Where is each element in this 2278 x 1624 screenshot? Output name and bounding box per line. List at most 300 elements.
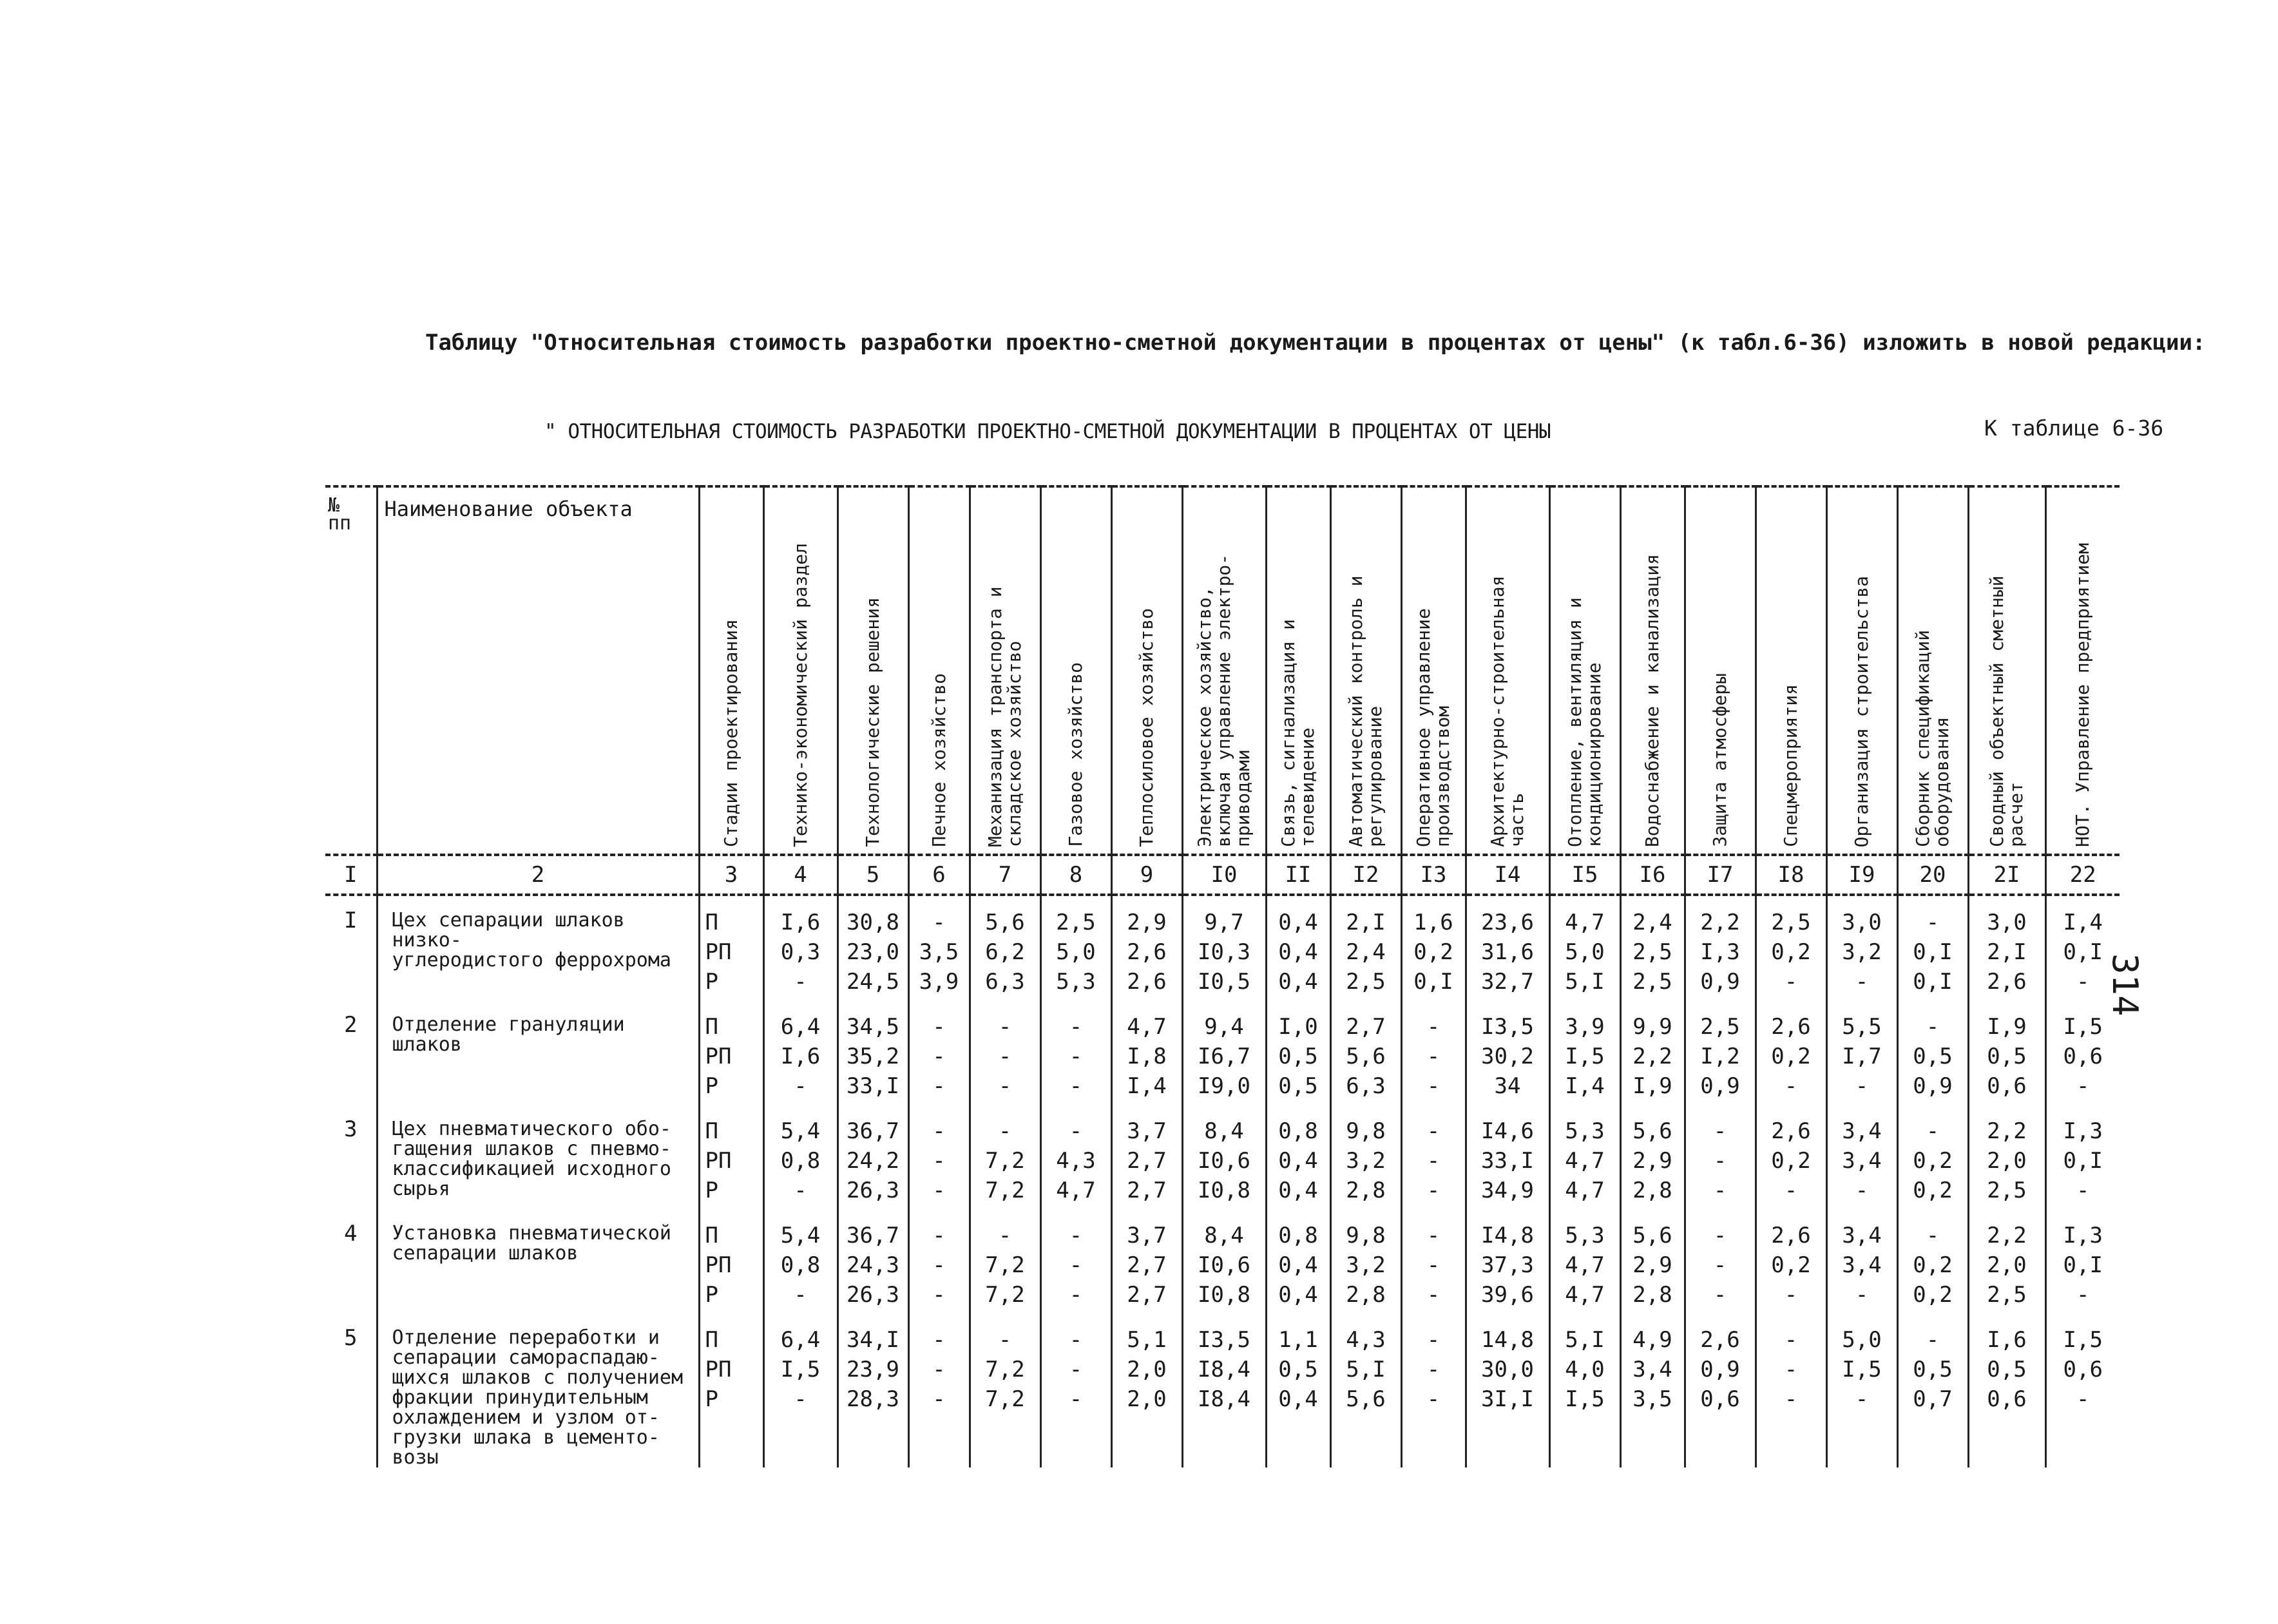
value: I,5 bbox=[1565, 1386, 1605, 1412]
value-cell bbox=[1040, 1105, 1111, 1209]
value: 2,5 bbox=[1632, 969, 1672, 995]
value: 6,2 bbox=[985, 939, 1025, 965]
value: 5,4 bbox=[780, 1118, 821, 1144]
value: 4,7 bbox=[1565, 1178, 1605, 1203]
object-name: Цех сепарации шлаков низко- углеродистого феррохрома bbox=[377, 895, 699, 1000]
value: - bbox=[932, 1044, 946, 1069]
value: 2,2 bbox=[1987, 1118, 2027, 1144]
header-col-11: Связь, сигнализация и телевидение bbox=[1266, 486, 1330, 855]
value: 6,3 bbox=[1346, 1073, 1386, 1099]
stage-label: Р bbox=[705, 969, 718, 995]
value: - bbox=[1926, 1014, 1940, 1040]
value: - bbox=[932, 1252, 946, 1278]
value: - bbox=[1426, 1327, 1440, 1353]
value: 2,0 bbox=[1987, 1252, 2027, 1278]
value-cell bbox=[1756, 1000, 1826, 1105]
value-cell bbox=[1182, 1314, 1266, 1467]
value: I,3 bbox=[1700, 939, 1740, 965]
value: - bbox=[932, 1148, 946, 1174]
value: 3,9 bbox=[1565, 1014, 1605, 1040]
value: 24,2 bbox=[847, 1148, 899, 1174]
header-num: № пп bbox=[325, 486, 377, 855]
value: 4,9 bbox=[1632, 1327, 1672, 1353]
value: - bbox=[794, 1178, 807, 1203]
stage-label: РП bbox=[705, 1252, 732, 1278]
value: I,3 bbox=[2063, 1223, 2103, 1248]
stage-label: Р bbox=[705, 1282, 718, 1308]
value: 2,6 bbox=[1987, 969, 2027, 995]
value-cell bbox=[1330, 1105, 1401, 1209]
value-cell bbox=[908, 1000, 970, 1105]
value: 2,6 bbox=[1127, 969, 1167, 995]
col-number: 7 bbox=[970, 855, 1040, 895]
value-cell bbox=[2045, 895, 2120, 1000]
col-number: 2I bbox=[1968, 855, 2045, 895]
value-cell bbox=[1330, 1209, 1401, 1314]
value: I,5 bbox=[1842, 1357, 1882, 1382]
value-cell bbox=[1330, 1314, 1401, 1467]
value-cell bbox=[1897, 1314, 1968, 1467]
value: 0,4 bbox=[1278, 1178, 1318, 1203]
value: 2,5 bbox=[1987, 1282, 2027, 1308]
value-cell bbox=[1549, 1314, 1620, 1467]
value-cell bbox=[970, 1209, 1040, 1314]
header-col-16: Водоснабжение и канализация bbox=[1620, 486, 1685, 855]
value-cell bbox=[970, 1314, 1040, 1467]
value: 2,I bbox=[1987, 939, 2027, 965]
value: - bbox=[1069, 1044, 1083, 1069]
value: 0,4 bbox=[1278, 1282, 1318, 1308]
value: 37,3 bbox=[1481, 1252, 1534, 1278]
value: - bbox=[1926, 1118, 1940, 1144]
value-cell bbox=[1826, 1000, 1897, 1105]
value: - bbox=[794, 969, 807, 995]
value: 2,0 bbox=[1987, 1148, 2027, 1174]
value: 0,8 bbox=[780, 1252, 821, 1278]
value: 4,7 bbox=[1565, 1148, 1605, 1174]
value-cell bbox=[908, 1314, 970, 1467]
stage-cell bbox=[699, 1105, 763, 1209]
value-cell bbox=[1968, 1314, 2045, 1467]
value: I,6 bbox=[780, 1044, 821, 1069]
value: 2,5 bbox=[1987, 1178, 2027, 1203]
value-cell bbox=[1685, 1209, 1756, 1314]
value-cell bbox=[1111, 1209, 1182, 1314]
value: I0,8 bbox=[1198, 1178, 1250, 1203]
value: 34,I bbox=[847, 1327, 899, 1353]
value: I3,5 bbox=[1198, 1327, 1250, 1353]
value-cell bbox=[1466, 895, 1549, 1000]
value: I0,6 bbox=[1198, 1252, 1250, 1278]
value: 5,I bbox=[1565, 1327, 1605, 1353]
value: 0,4 bbox=[1278, 1148, 1318, 1174]
value: 36,7 bbox=[847, 1118, 899, 1144]
stage-label: П bbox=[705, 1223, 718, 1248]
value: 0,6 bbox=[2063, 1357, 2103, 1382]
stage-label: Р bbox=[705, 1073, 718, 1099]
value-cell bbox=[1549, 1209, 1620, 1314]
value: 0,8 bbox=[1278, 1118, 1318, 1144]
value: I6,7 bbox=[1198, 1044, 1250, 1069]
value: - bbox=[794, 1282, 807, 1308]
value: 9,7 bbox=[1204, 910, 1244, 935]
value: 0,5 bbox=[1278, 1357, 1318, 1382]
value-cell bbox=[838, 1209, 908, 1314]
value: I8,4 bbox=[1198, 1357, 1250, 1382]
col-number: I7 bbox=[1685, 855, 1756, 895]
value: 0,5 bbox=[1278, 1044, 1318, 1069]
value: 2,6 bbox=[1771, 1014, 1811, 1040]
value: 3,0 bbox=[1842, 910, 1882, 935]
value: 2,2 bbox=[1632, 1044, 1672, 1069]
value: I,0 bbox=[1278, 1014, 1318, 1040]
value: 7,2 bbox=[985, 1252, 1025, 1278]
value: - bbox=[794, 1386, 807, 1412]
header-col-7: Механизация транспорта и складское хозяйство bbox=[970, 486, 1040, 855]
value-cell bbox=[1266, 1209, 1330, 1314]
value: I0,3 bbox=[1198, 939, 1250, 965]
value: 2,I bbox=[1346, 910, 1386, 935]
value: 31,6 bbox=[1481, 939, 1534, 965]
value: 0,6 bbox=[2063, 1044, 2103, 1069]
value: - bbox=[1426, 1044, 1440, 1069]
table-row bbox=[325, 1209, 2120, 1314]
value: 2,6 bbox=[1700, 1327, 1740, 1353]
col-number: I6 bbox=[1620, 855, 1685, 895]
col-number: I2 bbox=[1330, 855, 1401, 895]
value: - bbox=[1784, 1073, 1798, 1099]
object-number: 3 bbox=[344, 1116, 358, 1142]
value: 34,9 bbox=[1481, 1178, 1534, 1203]
value: 0,9 bbox=[1700, 1073, 1740, 1099]
value: - bbox=[998, 1223, 1012, 1248]
header-col-3: Стадии проектирования bbox=[699, 486, 763, 855]
value: 2,6 bbox=[1771, 1118, 1811, 1144]
value: 2,6 bbox=[1771, 1223, 1811, 1248]
value: 1,1 bbox=[1278, 1327, 1318, 1353]
value-cell bbox=[2045, 1209, 2120, 1314]
value: 4,7 bbox=[1565, 1252, 1605, 1278]
value: I4,6 bbox=[1481, 1118, 1534, 1144]
header-row bbox=[325, 486, 2120, 855]
value-cell bbox=[1826, 1105, 1897, 1209]
value-cell bbox=[763, 1105, 838, 1209]
table-row bbox=[325, 895, 2120, 1000]
value: 4,7 bbox=[1056, 1178, 1096, 1203]
value: 5,4 bbox=[780, 1223, 821, 1248]
value: 3,5 bbox=[1632, 1386, 1672, 1412]
value: 5,3 bbox=[1565, 1118, 1605, 1144]
value: - bbox=[1069, 1386, 1083, 1412]
value: 24,5 bbox=[847, 969, 899, 995]
col-number: II bbox=[1266, 855, 1330, 895]
value: - bbox=[1855, 1386, 1869, 1412]
value: - bbox=[1784, 969, 1798, 995]
header-col-5: Технологические решения bbox=[838, 486, 908, 855]
value: 33,I bbox=[1481, 1148, 1534, 1174]
value: 3,7 bbox=[1127, 1223, 1167, 1248]
value: 2,7 bbox=[1127, 1252, 1167, 1278]
value: - bbox=[1713, 1252, 1727, 1278]
value-cell bbox=[1756, 895, 1826, 1000]
stage-cell bbox=[699, 1000, 763, 1105]
value: - bbox=[1069, 1118, 1083, 1144]
value: 28,3 bbox=[847, 1386, 899, 1412]
value-cell bbox=[2045, 1105, 2120, 1209]
value: 0,2 bbox=[1913, 1282, 1953, 1308]
value: 5,6 bbox=[1632, 1223, 1672, 1248]
value: - bbox=[2076, 1073, 2090, 1099]
value: 9,8 bbox=[1346, 1223, 1386, 1248]
value: 3,4 bbox=[1842, 1148, 1882, 1174]
value: 2,7 bbox=[1127, 1148, 1167, 1174]
value: 0,6 bbox=[1987, 1073, 2027, 1099]
value-cell bbox=[763, 1209, 838, 1314]
value: I,3 bbox=[2063, 1118, 2103, 1144]
value: - bbox=[1713, 1282, 1727, 1308]
value: 35,2 bbox=[847, 1044, 899, 1069]
col-number: 20 bbox=[1897, 855, 1968, 895]
value-cell bbox=[1549, 895, 1620, 1000]
value: 5,6 bbox=[1346, 1386, 1386, 1412]
value: - bbox=[1926, 910, 1940, 935]
col-number: 4 bbox=[763, 855, 838, 895]
value: 6,3 bbox=[985, 969, 1025, 995]
col-number: 9 bbox=[1111, 855, 1182, 895]
value: I,9 bbox=[1987, 1014, 2027, 1040]
value: 0,4 bbox=[1278, 969, 1318, 995]
value: - bbox=[1426, 1118, 1440, 1144]
stage-label: П bbox=[705, 910, 718, 935]
value: - bbox=[1426, 1386, 1440, 1412]
value: I,5 bbox=[2063, 1014, 2103, 1040]
value: 0,5 bbox=[1913, 1357, 1953, 1382]
value: - bbox=[2076, 1178, 2090, 1203]
value: I,5 bbox=[780, 1357, 821, 1382]
value-cell bbox=[1968, 1000, 2045, 1105]
value: 2,6 bbox=[1127, 939, 1167, 965]
value: 5,I bbox=[1346, 1357, 1386, 1382]
value: 0,9 bbox=[1700, 969, 1740, 995]
value: I,2 bbox=[1700, 1044, 1740, 1069]
stage-label: П bbox=[705, 1327, 718, 1353]
value: 5,1 bbox=[1127, 1327, 1167, 1353]
value: - bbox=[1784, 1178, 1798, 1203]
value: 0,I bbox=[1913, 939, 1953, 965]
value: - bbox=[1713, 1118, 1727, 1144]
object-name: Установка пневматической сепарации шлаков bbox=[377, 1209, 699, 1314]
value-cell bbox=[838, 895, 908, 1000]
value: 2,5 bbox=[1056, 910, 1096, 935]
value-cell bbox=[838, 1000, 908, 1105]
value: 2,7 bbox=[1127, 1178, 1167, 1203]
value-cell bbox=[1182, 895, 1266, 1000]
value-cell bbox=[1266, 1000, 1330, 1105]
col-number: I3 bbox=[1401, 855, 1466, 895]
value-cell bbox=[1756, 1209, 1826, 1314]
value: 4,7 bbox=[1127, 1014, 1167, 1040]
header-col-18: Спецмероприятия bbox=[1756, 486, 1826, 855]
col-number: I0 bbox=[1182, 855, 1266, 895]
value: - bbox=[932, 1357, 946, 1382]
value-cell bbox=[1826, 895, 1897, 1000]
value: I,7 bbox=[1842, 1044, 1882, 1069]
value: 0,6 bbox=[1700, 1386, 1740, 1412]
value: - bbox=[1426, 1223, 1440, 1248]
value-cell bbox=[1040, 1314, 1111, 1467]
value: 7,2 bbox=[985, 1282, 1025, 1308]
value: 2,5 bbox=[1632, 939, 1672, 965]
value: 2,7 bbox=[1127, 1282, 1167, 1308]
table-title: " ОТНОСИТЕЛЬНАЯ СТОИМОСТЬ РАЗРАБОТКИ ПРОЕКТНО-СМЕТНОЙ ДОКУМЕНТАЦИИ В ПРОЦЕНТАХ ОТ ЦЕНЫ bbox=[544, 420, 1551, 443]
object-name: Отделение грануляции шлаков bbox=[377, 1000, 699, 1105]
value: 2,2 bbox=[1987, 1223, 2027, 1248]
value: - bbox=[1713, 1148, 1727, 1174]
value: 2,2 bbox=[1700, 910, 1740, 935]
value-cell bbox=[1620, 1105, 1685, 1209]
header-col-20: Сборник спецификаций оборудования bbox=[1897, 486, 1968, 855]
value: - bbox=[998, 1118, 1012, 1144]
value: 2,9 bbox=[1632, 1252, 1672, 1278]
value-cell bbox=[838, 1314, 908, 1467]
col-number: 3 bbox=[699, 855, 763, 895]
table-body bbox=[325, 895, 2120, 1467]
col-number: I8 bbox=[1756, 855, 1826, 895]
value: 6,4 bbox=[780, 1014, 821, 1040]
value: 0,2 bbox=[1771, 1148, 1811, 1174]
value-cell bbox=[1968, 1105, 2045, 1209]
value-cell bbox=[2045, 1314, 2120, 1467]
value: 3,4 bbox=[1842, 1252, 1882, 1278]
value: 9,8 bbox=[1346, 1118, 1386, 1144]
value-cell bbox=[1111, 1000, 1182, 1105]
value: I3,5 bbox=[1481, 1014, 1534, 1040]
value: 30,2 bbox=[1481, 1044, 1534, 1069]
value: 26,3 bbox=[847, 1282, 899, 1308]
object-number: 4 bbox=[344, 1221, 358, 1247]
value: 0,2 bbox=[1913, 1252, 1953, 1278]
col-number: 2 bbox=[377, 855, 699, 895]
header-col-15: Отопление, вентиляция и кондиционирование bbox=[1549, 486, 1620, 855]
stage-label: П bbox=[705, 1118, 718, 1144]
table-row bbox=[325, 1105, 2120, 1209]
value-cell bbox=[1620, 895, 1685, 1000]
value: 2,8 bbox=[1346, 1178, 1386, 1203]
value: - bbox=[1784, 1327, 1798, 1353]
value: 0,5 bbox=[1913, 1044, 1953, 1069]
value: 0,2 bbox=[1913, 1148, 1953, 1174]
value: 5,3 bbox=[1565, 1223, 1605, 1248]
col-number: 6 bbox=[908, 855, 970, 895]
value: 0,4 bbox=[1278, 1252, 1318, 1278]
value: 33,I bbox=[847, 1073, 899, 1099]
value: - bbox=[932, 1178, 946, 1203]
value: 0,4 bbox=[1278, 939, 1318, 965]
value: 34,5 bbox=[847, 1014, 899, 1040]
value: 4,0 bbox=[1565, 1357, 1605, 1382]
col-number: 8 bbox=[1040, 855, 1111, 895]
value: - bbox=[1926, 1223, 1940, 1248]
value: I9,0 bbox=[1198, 1073, 1250, 1099]
value-cell bbox=[1897, 1000, 1968, 1105]
value: 3I,I bbox=[1481, 1386, 1534, 1412]
value-cell bbox=[1401, 1314, 1466, 1467]
value: 4,7 bbox=[1565, 1282, 1605, 1308]
value: 0,2 bbox=[1413, 939, 1453, 965]
value: 4,3 bbox=[1346, 1327, 1386, 1353]
value: - bbox=[932, 1223, 946, 1248]
value: - bbox=[998, 1327, 1012, 1353]
value: 23,6 bbox=[1481, 910, 1534, 935]
stage-label: Р bbox=[705, 1386, 718, 1412]
value: 0,7 bbox=[1913, 1386, 1953, 1412]
value-cell bbox=[2045, 1000, 2120, 1105]
value: 9,9 bbox=[1632, 1014, 1672, 1040]
stage-cell bbox=[699, 895, 763, 1000]
value: 2,7 bbox=[1346, 1014, 1386, 1040]
value-cell bbox=[1111, 1314, 1182, 1467]
intro-text: Таблицу "Относительная стоимость разработки проектно-сметной документации в процентах от цены" (к табл.6-36) изложить в новой редакции: bbox=[425, 330, 2206, 356]
value: 0,2 bbox=[1771, 1044, 1811, 1069]
value: 30,8 bbox=[847, 910, 899, 935]
value: 2,0 bbox=[1127, 1386, 1167, 1412]
value: 3,2 bbox=[1346, 1252, 1386, 1278]
value: - bbox=[1069, 1223, 1083, 1248]
value-cell bbox=[1466, 1000, 1549, 1105]
value: - bbox=[932, 1282, 946, 1308]
object-name: Отделение переработки и сепарации самораспадаю- щихся шлаков с получением фракции принудительным охлаждением и узлом от- грузки шлака в цементо- возы bbox=[377, 1314, 699, 1467]
value-cell bbox=[1620, 1209, 1685, 1314]
value: 0,I bbox=[2063, 1148, 2103, 1174]
value-cell bbox=[1549, 1105, 1620, 1209]
value: - bbox=[1855, 1178, 1869, 1203]
value: 39,6 bbox=[1481, 1282, 1534, 1308]
value: 0,I bbox=[2063, 1252, 2103, 1278]
value-cell bbox=[1182, 1105, 1266, 1209]
value: 7,2 bbox=[985, 1386, 1025, 1412]
page-number: 314 bbox=[2105, 953, 2145, 1017]
value: 0,9 bbox=[1700, 1357, 1740, 1382]
value: 30,0 bbox=[1481, 1357, 1534, 1382]
value: - bbox=[1069, 1073, 1083, 1099]
header-col-12: Автоматический контроль и регулирование bbox=[1330, 486, 1401, 855]
value: 7,2 bbox=[985, 1148, 1025, 1174]
value: - bbox=[1426, 1252, 1440, 1278]
value: I,4 bbox=[1565, 1073, 1605, 1099]
stage-cell bbox=[699, 1209, 763, 1314]
value: 0,5 bbox=[1987, 1044, 2027, 1069]
col-number: I9 bbox=[1826, 855, 1897, 895]
value: I8,4 bbox=[1198, 1386, 1250, 1412]
object-name: Цех пневматического обо- гащения шлаков с пневмо- классификацией исходного сырья bbox=[377, 1105, 699, 1209]
value: 24,3 bbox=[847, 1252, 899, 1278]
value-cell bbox=[763, 1000, 838, 1105]
value-cell bbox=[1040, 1000, 1111, 1105]
value: 5,3 bbox=[1056, 969, 1096, 995]
value: - bbox=[932, 1327, 946, 1353]
value: 0,I bbox=[1913, 969, 1953, 995]
value: 5,6 bbox=[1346, 1044, 1386, 1069]
value: 7,2 bbox=[985, 1357, 1025, 1382]
value: 5,0 bbox=[1842, 1327, 1882, 1353]
value: 26,3 bbox=[847, 1178, 899, 1203]
column-number-row bbox=[325, 855, 2120, 895]
value-cell bbox=[1897, 895, 1968, 1000]
value: - bbox=[1926, 1327, 1940, 1353]
value-cell bbox=[1401, 1105, 1466, 1209]
value: - bbox=[2076, 969, 2090, 995]
value: 6,4 bbox=[780, 1327, 821, 1353]
